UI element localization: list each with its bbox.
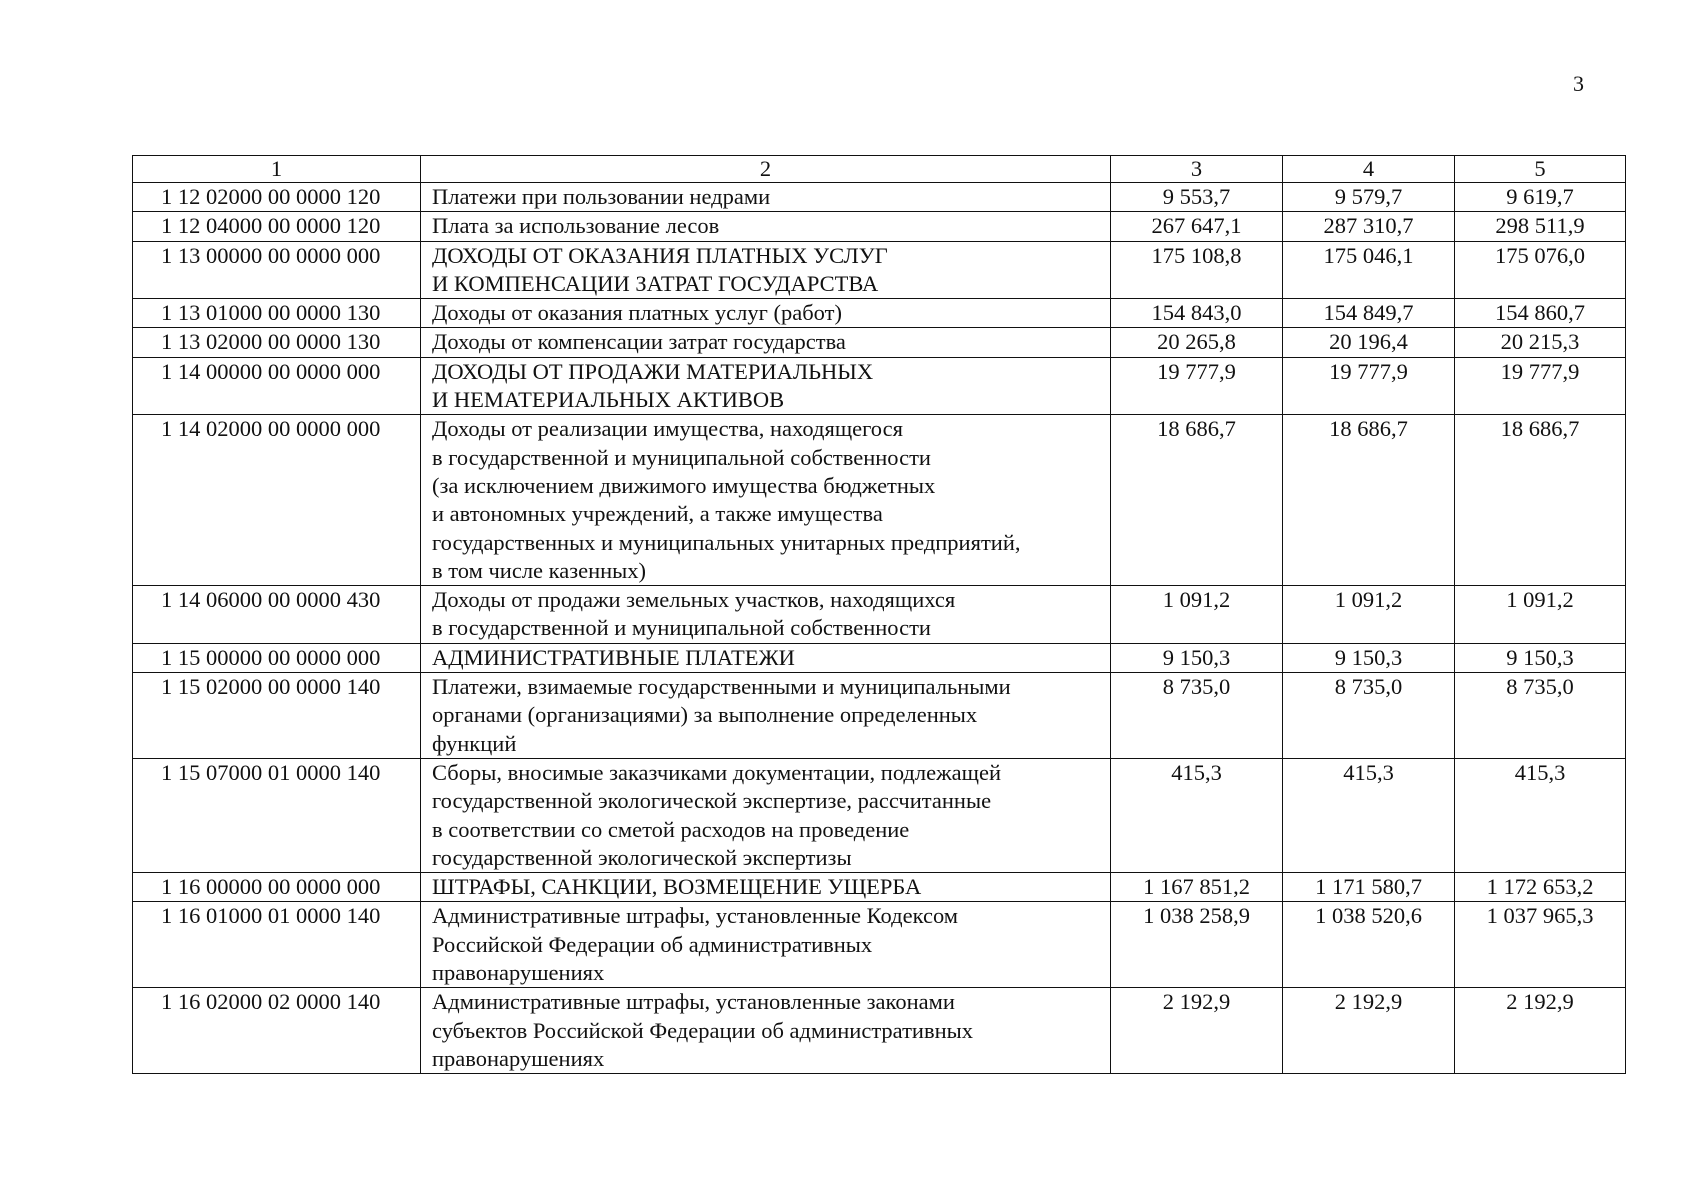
table-row [133,758,1626,872]
table-row [133,212,1626,241]
header-cell-1: 1 [133,156,421,183]
table-row [133,415,1626,586]
table-header-row [133,156,1626,183]
page-number: 3 [1573,71,1584,96]
value-cell-4: 154 849,7 [1283,299,1455,328]
name-cell: Плата за использование лесов [421,212,1111,241]
value-cell-3: 1 038 258,9 [1111,902,1283,988]
value-cell-3: 9 150,3 [1111,643,1283,672]
code-cell: 1 15 00000 00 0000 000 [133,643,421,672]
value-cell-4: 2 192,9 [1283,988,1455,1074]
value-cell-3: 415,3 [1111,758,1283,872]
value-cell-5: 175 076,0 [1455,241,1626,299]
name-cell: Административные штрафы, установленные законами субъектов Российской Федерации об административных правонарушениях [421,988,1111,1074]
header-cell-3: 3 [1111,156,1283,183]
table-row [133,673,1626,759]
code-cell: 1 12 04000 00 0000 120 [133,212,421,241]
table-row [133,328,1626,357]
name-cell: ШТРАФЫ, САНКЦИИ, ВОЗМЕЩЕНИЕ УЩЕРБА [421,873,1111,902]
table-row [133,241,1626,299]
table-row [133,902,1626,988]
value-cell-3: 19 777,9 [1111,357,1283,415]
value-cell-4: 415,3 [1283,758,1455,872]
value-cell-5: 1 172 653,2 [1455,873,1626,902]
header-cell-4: 4 [1283,156,1455,183]
value-cell-5: 415,3 [1455,758,1626,872]
value-cell-4: 18 686,7 [1283,415,1455,586]
table-row [133,183,1626,212]
table-row [133,586,1626,644]
code-cell: 1 13 00000 00 0000 000 [133,241,421,299]
value-cell-5: 20 215,3 [1455,328,1626,357]
value-cell-5: 9 150,3 [1455,643,1626,672]
code-cell: 1 14 06000 00 0000 430 [133,586,421,644]
value-cell-3: 1 167 851,2 [1111,873,1283,902]
table-row [133,873,1626,902]
name-cell: ДОХОДЫ ОТ ПРОДАЖИ МАТЕРИАЛЬНЫХ И НЕМАТЕРИАЛЬНЫХ АКТИВОВ [421,357,1111,415]
header-cell-2: 2 [421,156,1111,183]
table-row [133,357,1626,415]
value-cell-5: 298 511,9 [1455,212,1626,241]
code-cell: 1 13 01000 00 0000 130 [133,299,421,328]
value-cell-4: 9 150,3 [1283,643,1455,672]
code-cell: 1 15 02000 00 0000 140 [133,673,421,759]
code-cell: 1 14 00000 00 0000 000 [133,357,421,415]
value-cell-3: 20 265,8 [1111,328,1283,357]
header-cell-5: 5 [1455,156,1626,183]
value-cell-4: 1 171 580,7 [1283,873,1455,902]
value-cell-5: 9 619,7 [1455,183,1626,212]
code-cell: 1 16 02000 02 0000 140 [133,988,421,1074]
code-cell: 1 14 02000 00 0000 000 [133,415,421,586]
code-cell: 1 15 07000 01 0000 140 [133,758,421,872]
name-cell: Доходы от компенсации затрат государства [421,328,1111,357]
code-cell: 1 16 00000 00 0000 000 [133,873,421,902]
value-cell-3: 154 843,0 [1111,299,1283,328]
table-row [133,988,1626,1074]
name-cell: Платежи, взимаемые государственными и муниципальными органами (организациями) за выполнение определенных функций [421,673,1111,759]
name-cell: Сборы, вносимые заказчиками документации, подлежащей государственной экологической экспертизе, рассчитанные в соответствии со сметой расходов на проведение государственной экологической экспертизы [421,758,1111,872]
value-cell-5: 1 037 965,3 [1455,902,1626,988]
name-cell: Доходы от продажи земельных участков, находящихся в государственной и муниципальной собственности [421,586,1111,644]
value-cell-3: 18 686,7 [1111,415,1283,586]
name-cell: Доходы от реализации имущества, находящегося в государственной и муниципальной собственности (за исключением движимого имущества бюджетных и автономных учреждений, а также имущества государственных и муниципальных унитарных предприятий, в том числе казенных) [421,415,1111,586]
value-cell-5: 18 686,7 [1455,415,1626,586]
value-cell-4: 1 091,2 [1283,586,1455,644]
value-cell-5: 2 192,9 [1455,988,1626,1074]
code-cell: 1 13 02000 00 0000 130 [133,328,421,357]
value-cell-5: 19 777,9 [1455,357,1626,415]
code-cell: 1 12 02000 00 0000 120 [133,183,421,212]
value-cell-4: 175 046,1 [1283,241,1455,299]
value-cell-3: 1 091,2 [1111,586,1283,644]
name-cell: ДОХОДЫ ОТ ОКАЗАНИЯ ПЛАТНЫХ УСЛУГ И КОМПЕНСАЦИИ ЗАТРАТ ГОСУДАРСТВА [421,241,1111,299]
value-cell-3: 267 647,1 [1111,212,1283,241]
table-row [133,299,1626,328]
value-cell-3: 2 192,9 [1111,988,1283,1074]
name-cell: Административные штрафы, установленные Кодексом Российской Федерации об административных правонарушениях [421,902,1111,988]
value-cell-4: 1 038 520,6 [1283,902,1455,988]
code-cell: 1 16 01000 01 0000 140 [133,902,421,988]
revenue-table [132,155,1626,1074]
value-cell-3: 9 553,7 [1111,183,1283,212]
value-cell-4: 20 196,4 [1283,328,1455,357]
name-cell: АДМИНИСТРАТИВНЫЕ ПЛАТЕЖИ [421,643,1111,672]
value-cell-5: 154 860,7 [1455,299,1626,328]
value-cell-4: 19 777,9 [1283,357,1455,415]
value-cell-4: 8 735,0 [1283,673,1455,759]
value-cell-3: 175 108,8 [1111,241,1283,299]
value-cell-5: 1 091,2 [1455,586,1626,644]
value-cell-4: 9 579,7 [1283,183,1455,212]
name-cell: Доходы от оказания платных услуг (работ) [421,299,1111,328]
name-cell: Платежи при пользовании недрами [421,183,1111,212]
value-cell-3: 8 735,0 [1111,673,1283,759]
value-cell-5: 8 735,0 [1455,673,1626,759]
value-cell-4: 287 310,7 [1283,212,1455,241]
table-row [133,643,1626,672]
